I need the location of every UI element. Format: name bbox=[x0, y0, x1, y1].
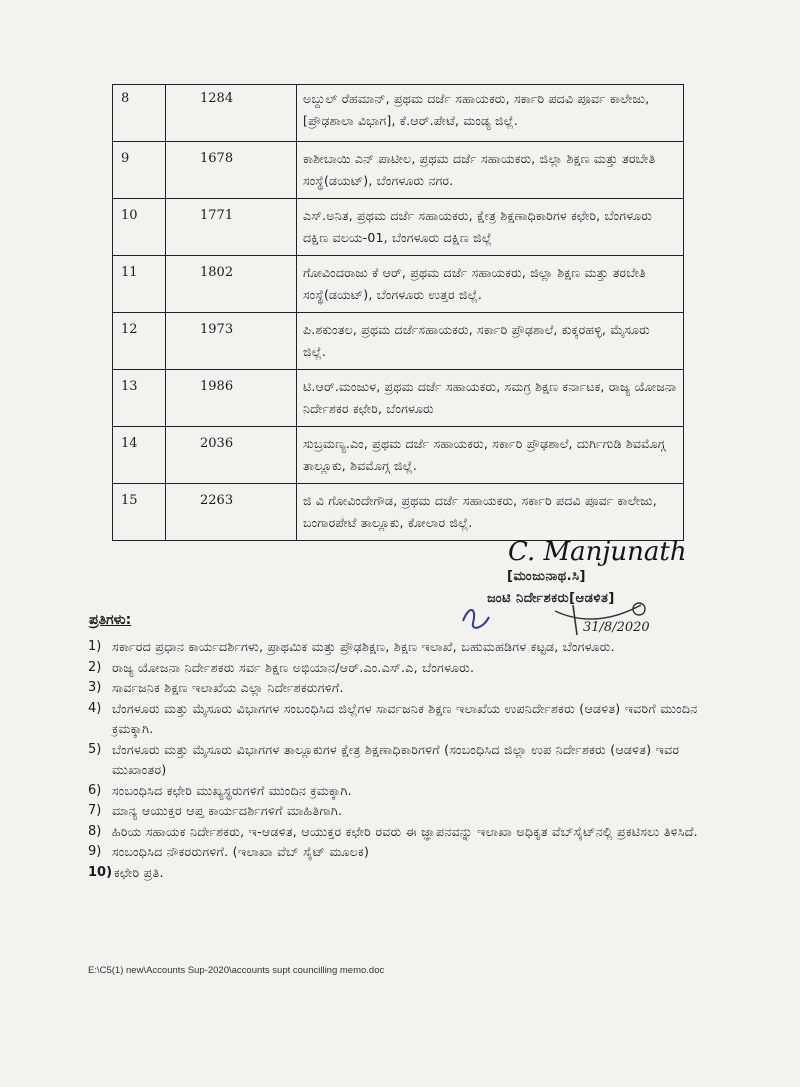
serial-number-cell: 9 bbox=[113, 142, 166, 199]
copy-item-text: ಸರ್ಕಾರದ ಪ್ರಧಾನ ಕಾರ್ಯದರ್ಶಿಗಳು, ಪ್ರಾಥಮಿಕ ಮತ್ತು ಪ್ರೌಢಶಿಕ್ಷಣ, ಶಿಕ್ಷಣ ಇಲಾಖೆ, ಬಹುಮಹಡಿಗಳ ಕಟ್ಟಡ, ಬೆಂಗಳೂರು. bbox=[112, 639, 615, 654]
copy-item-text: ಬೆಂಗಳೂರು ಮತ್ತು ಮೈಸೂರು ವಿಭಾಗಗಳ ತಾಲ್ಲೂಕುಗಳ ಕ್ಷೇತ್ರ ಶಿಕ್ಷಣಾಧಿಕಾರಿಗಳಿಗೆ (ಸಂಬಂಧಿಸಿದ ಜಿಲ್ಲಾ ಉಪ ನಿರ್ದೇಶಕರು (ಆಡಳಿತ) ಇವರ ಮುಖಾಂತರ) bbox=[112, 741, 680, 777]
copy-item-number: 2) bbox=[88, 659, 102, 675]
seniority-number-cell: 2263 bbox=[166, 484, 297, 541]
copy-item bbox=[88, 781, 718, 802]
copy-item-number: 5) bbox=[88, 741, 102, 757]
employee-details-cell: ಸುಬ್ರಮಣ್ಯ.ಎಂ, ಪ್ರಥಮ ದರ್ಜೆ ಸಹಾಯಕರು, ಸರ್ಕಾರಿ ಪ್ರೌಢಶಾಲೆ, ದುರ್ಗಿಗುಡಿ ಶಿವಮೊಗ್ಗ ತಾಲ್ಲೂಕು, ಶಿವಮೊಗ್ಗ ಜಿಲ್ಲೆ. bbox=[297, 427, 684, 484]
copy-item-number: 7) bbox=[88, 803, 102, 818]
copy-item-number: 4) bbox=[88, 700, 102, 716]
employee-details-cell: ಕಾಶೀಬಾಯಿ ಎನ್ ಪಾಟೀಲ, ಪ್ರಥಮ ದರ್ಜೆ ಸಹಾಯಕರು, ಜಿಲ್ಲಾ ಶಿಕ್ಷಣ ಮತ್ತು ತರಬೇತಿ ಸಂಸ್ಥೆ(ಡಯಟ್), ಬೆಂಗಳೂರು ನಗರ. bbox=[297, 142, 684, 199]
employee-table bbox=[112, 84, 684, 541]
table-row bbox=[113, 370, 684, 427]
copy-item bbox=[88, 678, 718, 699]
stamp-date: 31/8/2020 bbox=[583, 620, 650, 635]
table-row bbox=[113, 142, 684, 199]
signature-text: C. Manjunath bbox=[508, 537, 687, 567]
serial-number-cell: 15 bbox=[113, 484, 166, 541]
copy-item-text: ಕಛೇರಿ ಪ್ರತಿ. bbox=[114, 864, 164, 880]
seniority-number-cell: 1802 bbox=[166, 256, 297, 313]
copy-item-text: ಸಂಬಂಧಿಸಿದ ನೌಕರರುಗಳಿಗೆ. (ಇಲಾಖಾ ವೆಬ್ ಸೈಟ್ ಮೂಲಕ) bbox=[112, 844, 370, 859]
copy-item-text: ರಾಜ್ಯ ಯೋಜನಾ ನಿರ್ದೇಶಕರು ಸರ್ವ ಶಿಕ್ಷಣ ಅಭಿಯಾನ/ಆರ್.ಎಂ.ಎಸ್.ಎ, ಬೆಂಗಳೂರು. bbox=[112, 659, 475, 675]
serial-number-cell: 10 bbox=[113, 199, 166, 256]
file-path-footer: E:\C5(1) new\Accounts Sup-2020\accounts supt councilling memo.doc bbox=[88, 965, 385, 976]
seniority-number-cell: 1771 bbox=[166, 199, 297, 256]
copy-item-number: 6) bbox=[88, 782, 102, 798]
copy-item bbox=[88, 801, 718, 822]
serial-number-cell: 12 bbox=[113, 313, 166, 370]
serial-number-cell: 11 bbox=[113, 256, 166, 313]
copy-item bbox=[88, 637, 718, 658]
copy-item bbox=[88, 658, 718, 679]
copy-item-text: ಸಂಬಂಧಿಸಿದ ಕಛೇರಿ ಮುಖ್ಯಸ್ಥರುಗಳಿಗೆ ಮುಂದಿನ ಕ್ರಮಕ್ಕಾಗಿ. bbox=[112, 782, 352, 798]
copies-list bbox=[88, 637, 718, 883]
copy-item bbox=[88, 863, 718, 884]
employee-details-cell: ಜಿ ವಿ ಗೋವಿಂದೇಗೌಡ, ಪ್ರಥಮ ದರ್ಜೆ ಸಹಾಯಕರು, ಸರ್ಕಾರಿ ಪದವಿ ಪೂರ್ವ ಕಾಲೇಜು, ಬಂಗಾರಪೇಟೆ ತಾಲ್ಲೂಕು, ಕೋಲಾರ ಜಿಲ್ಲೆ. bbox=[297, 484, 684, 541]
copy-item-number: 9) bbox=[88, 844, 102, 859]
copies-heading: ಪ್ರತಿಗಳು: bbox=[89, 612, 132, 628]
copy-item bbox=[88, 699, 718, 740]
copy-item bbox=[88, 740, 718, 781]
seniority-number-cell: 1284 bbox=[166, 85, 297, 142]
table-row bbox=[113, 85, 684, 142]
signatory-designation: ಜಂಟಿ ನಿರ್ದೇಶಕರು[ಆಡಳಿತ] bbox=[487, 591, 615, 606]
serial-number-cell: 14 bbox=[113, 427, 166, 484]
copy-item-text: ಮಾನ್ಯ ಆಯುಕ್ತರ ಆಪ್ತ ಕಾರ್ಯದರ್ಶಿಗಳಿಗೆ ಮಾಹಿತಿಗಾಗಿ. bbox=[112, 803, 343, 818]
copy-item-number: 10) bbox=[88, 864, 113, 880]
seniority-number-cell: 1986 bbox=[166, 370, 297, 427]
seniority-number-cell: 1973 bbox=[166, 313, 297, 370]
table-row bbox=[113, 199, 684, 256]
signatory-name: [ಮಂಜುನಾಥ.ಸಿ] bbox=[507, 569, 586, 584]
serial-number-cell: 13 bbox=[113, 370, 166, 427]
employee-details-cell: ಗೋವಿಂದರಾಜು ಕೆ ಆರ್, ಪ್ರಥಮ ದರ್ಜೆ ಸಹಾಯಕರು, ಜಿಲ್ಲಾ ಶಿಕ್ಷಣ ಮತ್ತು ತರಬೇತಿ ಸಂಸ್ಥೆ(ಡಯಟ್), ಬೆಂಗಳೂರು ಉತ್ತರ ಜಿಲ್ಲೆ. bbox=[297, 256, 684, 313]
table-row bbox=[113, 313, 684, 370]
serial-number-cell: 8 bbox=[113, 85, 166, 142]
employee-details-cell: ಅಬ್ದುಲ್ ರೆಹಮಾನ್, ಪ್ರಥಮ ದರ್ಜೆ ಸಹಾಯಕರು, ಸರ್ಕಾರಿ ಪದವಿ ಪೂರ್ವ ಕಾಲೇಜು,[ಪ್ರೌಢಶಾಲಾ ವಿಭಾಗ], ಕೆ.ಆರ್.ಪೇಟೆ, ಮಂಡ್ಯ ಜಿಲ್ಲೆ. bbox=[297, 85, 684, 142]
copy-item-text: ಹಿರಿಯ ಸಹಾಯಕ ನಿರ್ದೇಶಕರು, ಇ-ಆಡಳಿತ, ಆಯುಕ್ತರ ಕಛೇರಿ ರವರು ಈ ಜ್ಞಾಪನವನ್ನು ಇಲಾಖಾ ಅಧಿಕೃತ ವೆಬ್‌ಸೈಟ್‌ನಲ್ಲಿ ಪ್ರಕಟಿಸಲು ತಿಳಿಸಿದೆ. bbox=[112, 823, 698, 839]
copy-item-text: ಸಾರ್ವಜನಿಕ ಶಿಕ್ಷಣ ಇಲಾಖೆಯ ಎಲ್ಲಾ ನಿರ್ದೇಶಕರುಗಳಿಗೆ. bbox=[112, 680, 344, 695]
copy-item-text: ಬೆಂಗಳೂರು ಮತ್ತು ಮೈಸೂರು ವಿಭಾಗಗಳ ಸಂಬಂಧಿಸಿದ ಜಿಲ್ಲೆಗಳ ಸಾರ್ವಜನಿಕ ಶಿಕ್ಷಣ ಇಲಾಖೆಯ ಉಪನಿರ್ದೇಶಕರು (ಆಡಳಿತ) ಇವರಿಗೆ ಮುಂದಿನ ಕ್ರಮಕ್ಕಾಗಿ. bbox=[112, 700, 698, 736]
copy-item-number: 3) bbox=[88, 680, 102, 695]
seniority-number-cell: 1678 bbox=[166, 142, 297, 199]
employee-details-cell: ಪಿ.ಶಕುಂತಲ, ಪ್ರಥಮ ದರ್ಜೆಸಹಾಯಕರು, ಸರ್ಕಾರಿ ಪ್ರೌಢಶಾಲೆ, ಕುಕ್ಕರಹಳ್ಳಿ, ಮೈಸೂರು ಜಿಲ್ಲೆ. bbox=[297, 313, 684, 370]
employee-details-cell: ಎಸ್.ಅನಿತ, ಪ್ರಥಮ ದರ್ಜೆ ಸಹಾಯಕರು, ಕ್ಷೇತ್ರ ಶಿಕ್ಷಣಾಧಿಕಾರಿಗಳ ಕಛೇರಿ, ಬೆಂಗಳೂರು ದಕ್ಷಿಣ ವಲಯ-01, ಬೆಂಗಳೂರು ದಕ್ಷಿಣ ಜಿಲ್ಲೆ bbox=[297, 199, 684, 256]
employee-details-cell: ಟಿ.ಆರ್.ಮಂಜುಳ, ಪ್ರಥಮ ದರ್ಜೆ ಸಹಾಯಕರು, ಸಮಗ್ರ ಶಿಕ್ಷಣ ಕರ್ನಾಟಕ, ರಾಜ್ಯ ಯೋಜನಾ ನಿರ್ದೇಶಕರ ಕಛೇರಿ, ಬೆಂಗಳೂರು bbox=[297, 370, 684, 427]
copy-item bbox=[88, 822, 718, 843]
copy-item bbox=[88, 842, 718, 863]
copy-item-number: 8) bbox=[88, 823, 102, 839]
table-row bbox=[113, 427, 684, 484]
table-row bbox=[113, 256, 684, 313]
seniority-number-cell: 2036 bbox=[166, 427, 297, 484]
copy-item-number: 1) bbox=[88, 639, 102, 654]
